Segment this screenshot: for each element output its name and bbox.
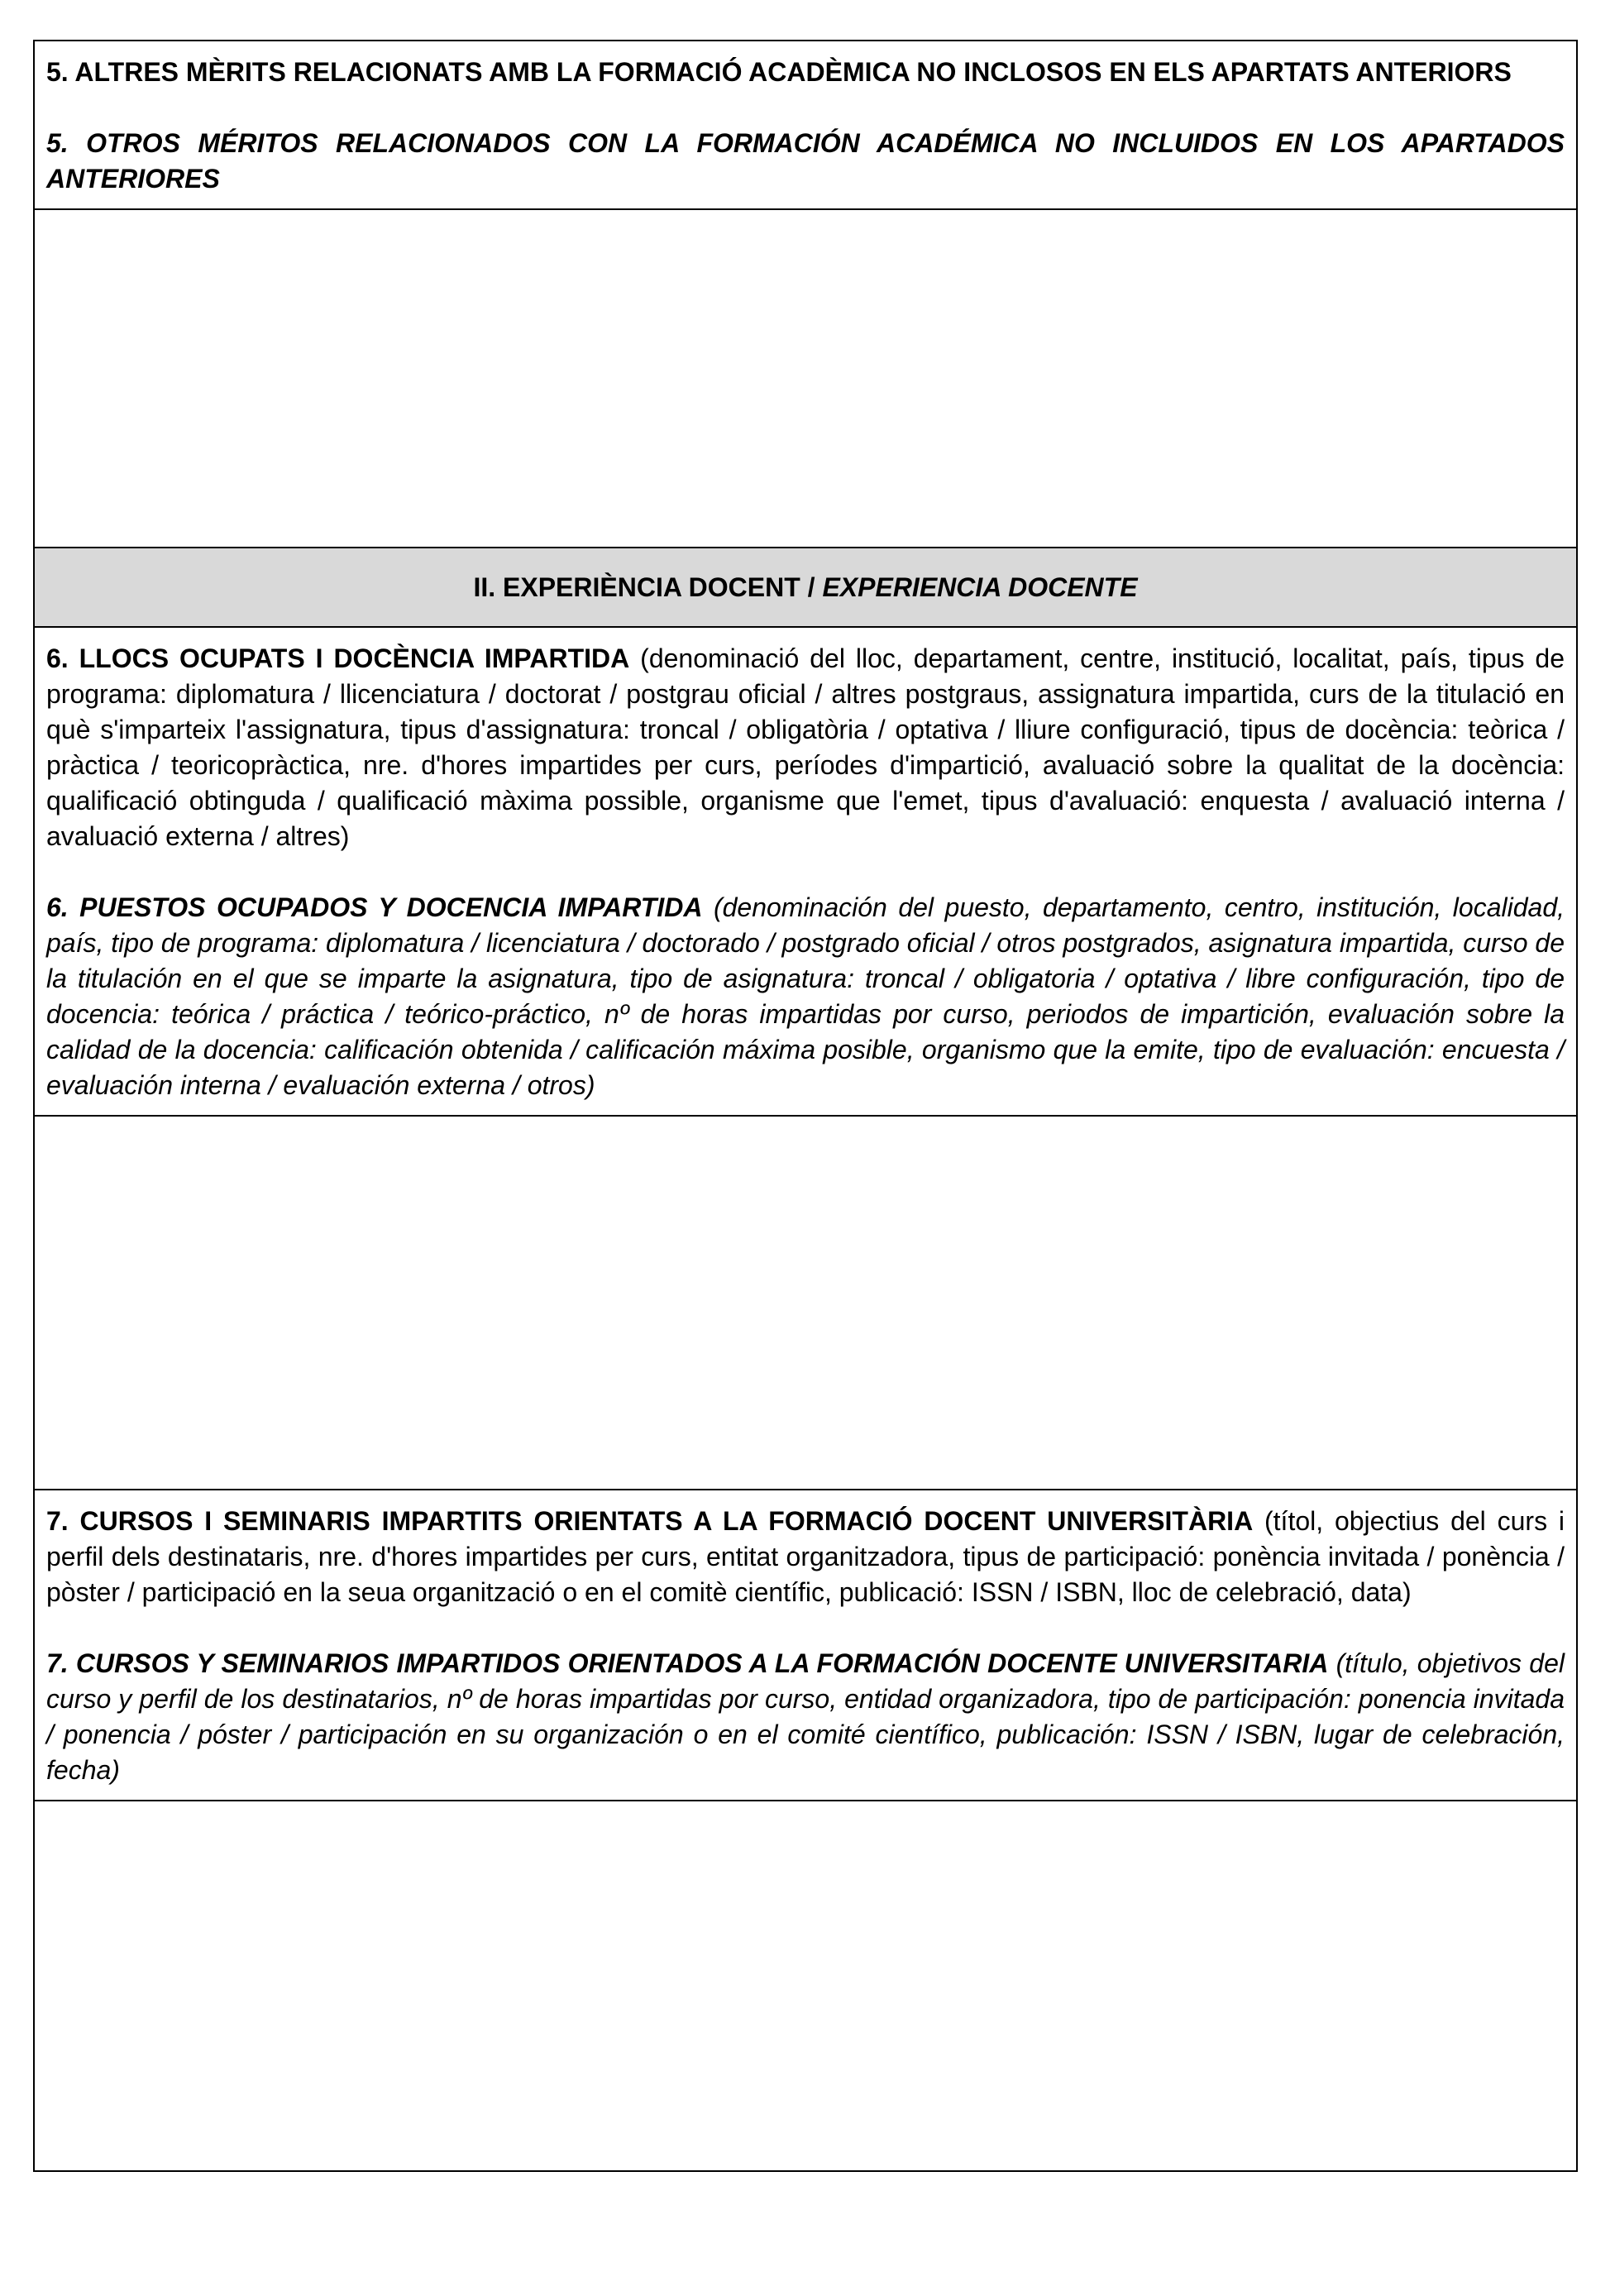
section-ii-band [35,548,1576,628]
section-5-header [35,41,1576,210]
section-ii-title-ca: II. EXPERIÈNCIA DOCENT / [473,572,823,602]
section-ii-title-es: EXPERIENCIA DOCENTE [822,572,1138,602]
section-5-title-es: 5. OTROS MÉRITOS RELACIONADOS CON LA FORMACIÓN ACADÉMICA NO INCLUIDOS EN LOS APARTADOS ANTERIORES [46,128,1565,194]
section-5-title-ca: 5. ALTRES MÈRITS RELACIONATS AMB LA FORMACIÓ ACADÈMICA NO INCLOSOS EN ELS APARTATS ANTERIORS [46,57,1512,87]
section-7-desc-es: (título, objetivos del curso y perfil de los destinatarios, nº de horas impartidas por curso, entidad organizadora, tipo de participación: ponencia invitada / ponencia / póster / participación en su organización o en el comité científico, publicación: ISSN / ISBN, lugar de celebración, fecha) [46,1648,1565,1785]
section-7-answer-field[interactable] [35,1801,1576,2170]
section-7-desc-ca: (títol, objectius del curs i perfil dels destinataris, nre. d'hores impartides per curs, entitat organitzadora, tipus de participació: ponència invitada / ponència / pòster / participació en la seua organització o en el comitè científic, publicació: ISSN / ISBN, lloc de celebració, data) [46,1506,1565,1607]
section-6-desc-ca: (denominació del lloc, departament, centre, institució, localitat, país, tipus de programa: diplomatura / llicenciatura / doctorat / postgrau oficial / altres postgraus, assignatura impartida, curs de la titulació en què s'imparteix l'assignatura, tipus d'assignatura: troncal / obligatòria / optativa / lliure configuració, tipus de docència: teòrica / pràctica / teoricopràctica, nre. d'hores impartides per curs, períodes d'impartició, avaluació sobre la qualitat de la docència: qualificació obtinguda / qualificació màxima possible, organisme que l'emet, tipus d'avaluació: enquesta / avaluació interna / avaluació externa / altres) [46,643,1565,851]
form-table [33,40,1578,2172]
section-7-title-ca: 7. CURSOS I SEMINARIS IMPARTITS ORIENTATS A LA FORMACIÓ DOCENT UNIVERSITÀRIA [46,1506,1254,1536]
section-5-answer-field[interactable] [35,210,1576,548]
section-6-answer-field[interactable] [35,1117,1576,1490]
section-7-header [35,1490,1576,1801]
section-7-title-es: 7. CURSOS Y SEMINARIOS IMPARTIDOS ORIENTADOS A LA FORMACIÓN DOCENTE UNIVERSITARIA [46,1648,1329,1678]
section-6-title-es: 6. PUESTOS OCUPADOS Y DOCENCIA IMPARTIDA [46,892,703,922]
section-6-header [35,628,1576,1117]
section-6-title-ca: 6. LLOCS OCUPATS I DOCÈNCIA IMPARTIDA [46,643,630,673]
section-6-desc-es: (denominación del puesto, departamento, centro, institución, localidad, país, tipo de programa: diplomatura / licenciatura / doctorado / postgrado oficial / otros postgrados, asignatura impartida, curso de la titulación en el que se imparte la asignatura, tipo de asignatura: troncal / obligatoria / optativa / libre configuración, tipo de docencia: teórica / práctica / teórico-práctico, nº de horas impartidas por curso, periodos de impartición, evaluación sobre la calidad de la docencia: calificación obtenida / calificación máxima posible, organismo que la emite, tipo de evaluación: encuesta / evaluación interna / evaluación externa / otros) [46,892,1565,1100]
